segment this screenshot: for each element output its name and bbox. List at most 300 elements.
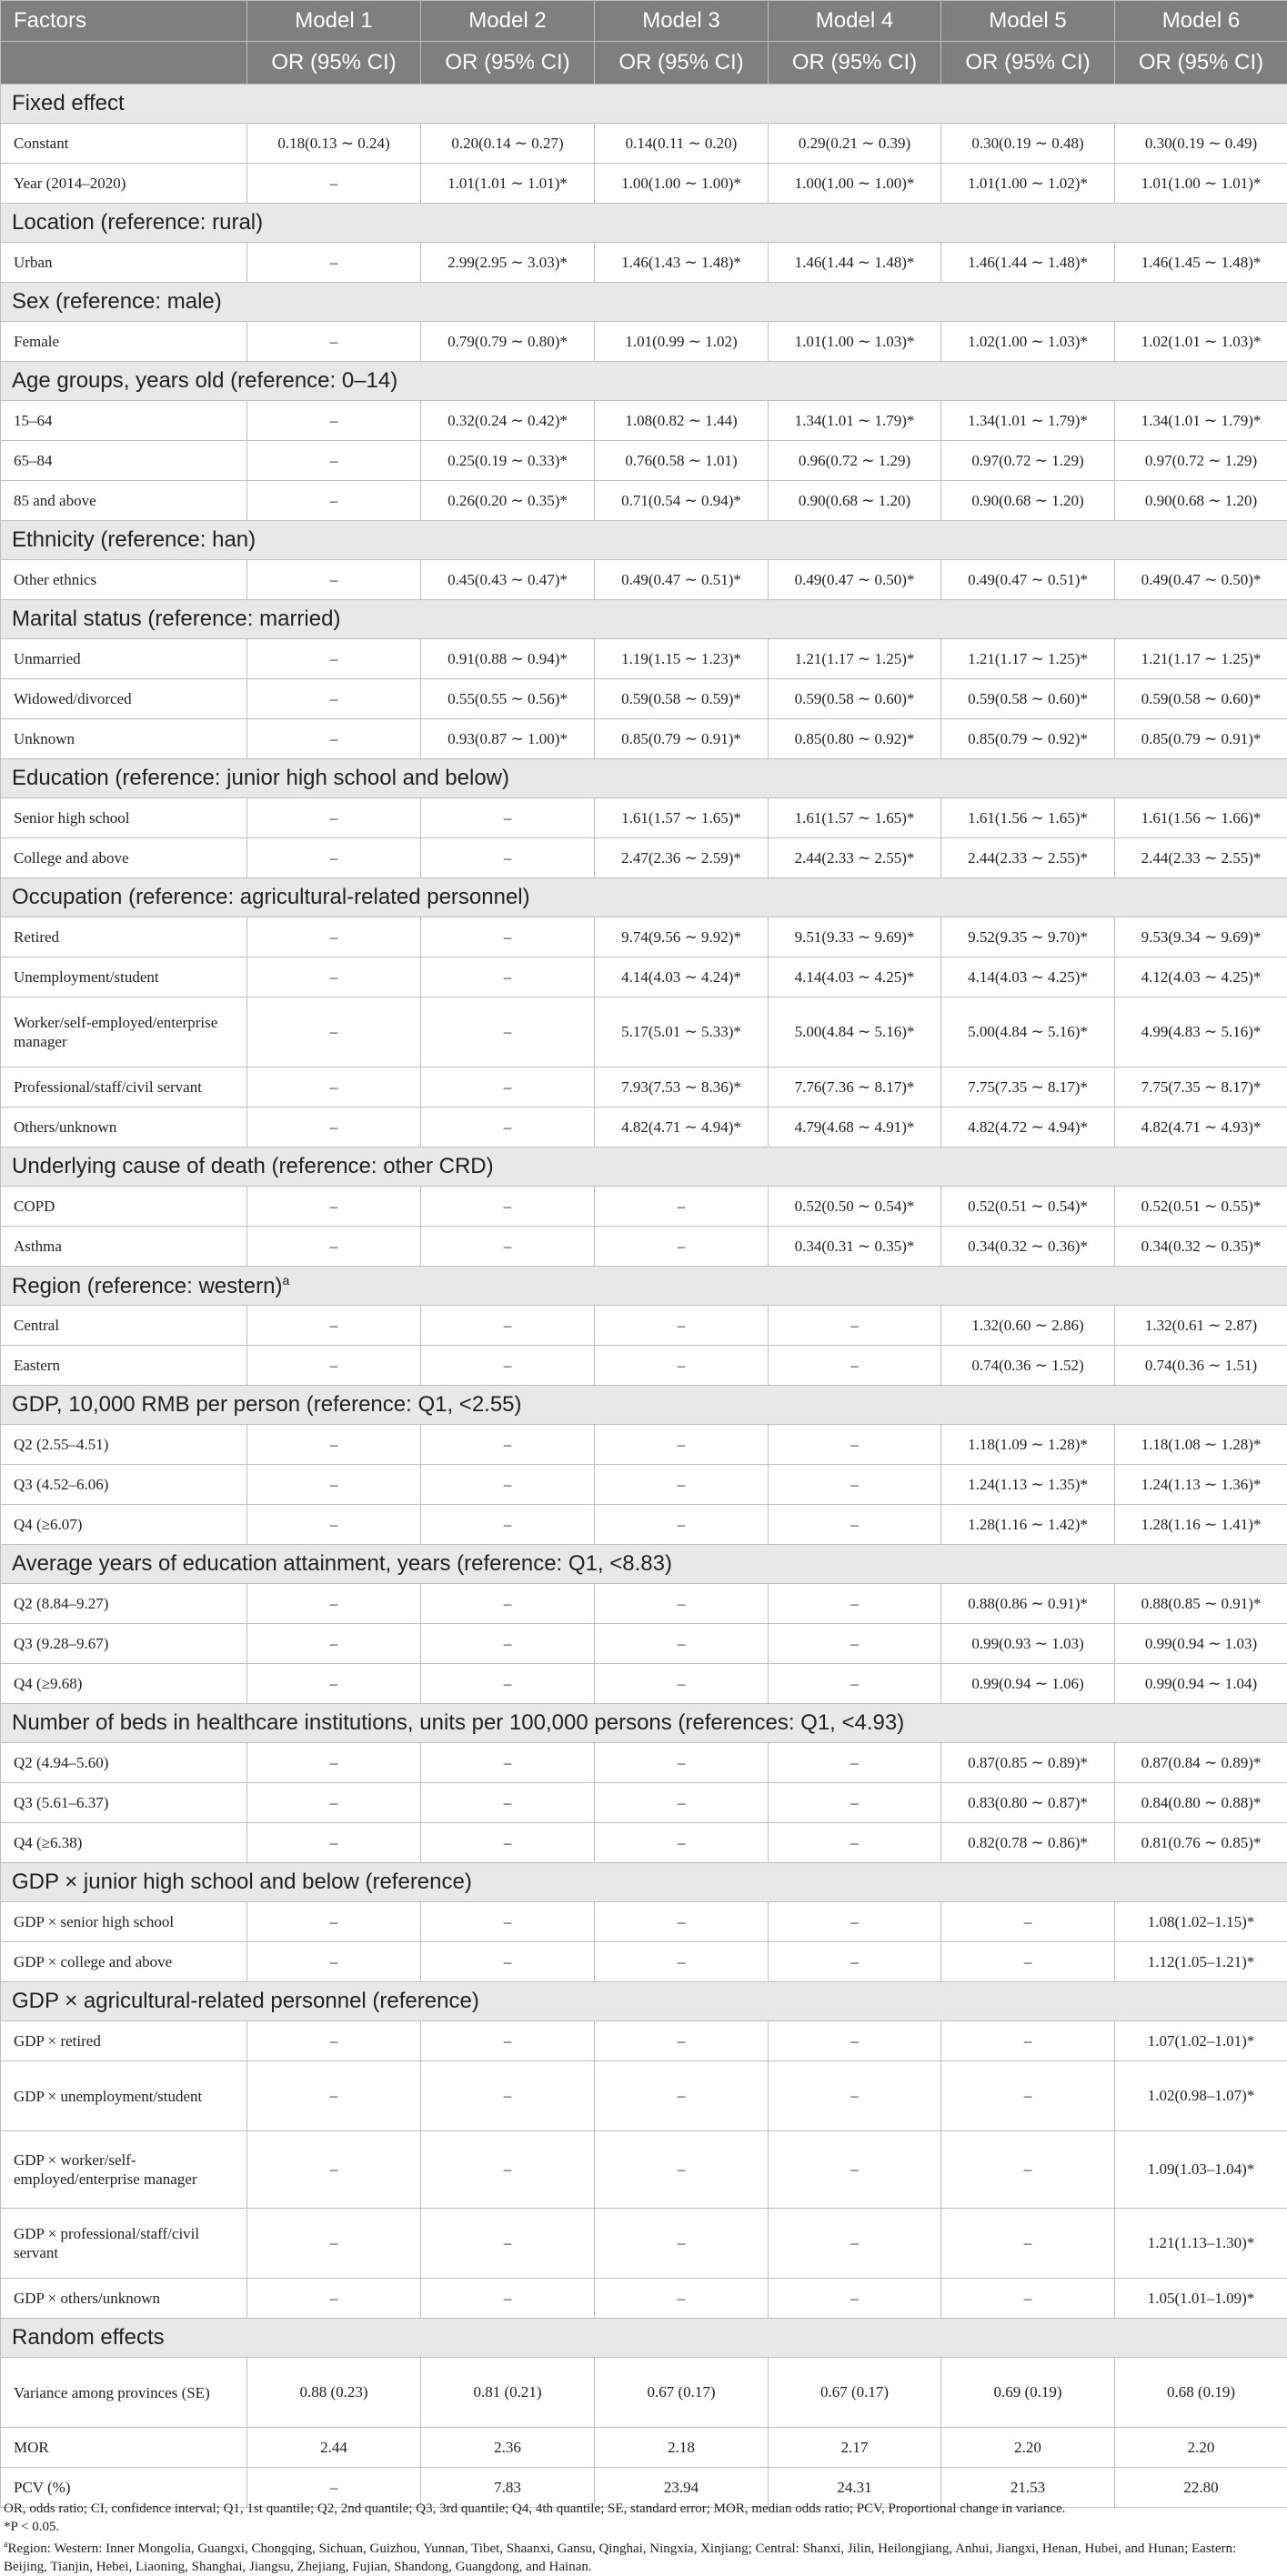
- model-4-cell: –: [769, 1624, 941, 1664]
- model-6-cell: 0.85(0.79 ∼ 0.91)*: [1115, 719, 1287, 759]
- model-1-cell: –: [247, 2279, 421, 2319]
- model-6-cell: 1.21(1.17 ∼ 1.25)*: [1115, 639, 1287, 679]
- table-row: [1, 2131, 1287, 2209]
- model-5-cell: –: [941, 2131, 1115, 2209]
- table-row: [1, 2428, 1287, 2468]
- model-6-cell: 1.32(0.61 ∼ 2.87): [1115, 1306, 1287, 1346]
- section-title-cell: [1, 759, 1287, 798]
- row-label: Female: [1, 322, 247, 362]
- model-5-cell: 4.14(4.03 ∼ 4.25)*: [941, 957, 1115, 997]
- model-5-cell: 1.24(1.13 ∼ 1.35)*: [941, 1465, 1115, 1505]
- section-title-cell: [1, 521, 1287, 560]
- table-row: [1, 1743, 1287, 1783]
- model-4-cell: 1.21(1.17 ∼ 1.25)*: [769, 639, 941, 679]
- table-body: [1, 85, 1287, 2508]
- section-header-row: [1, 1148, 1287, 1187]
- section-title-cell: [1, 1704, 1287, 1743]
- model-1-cell: –: [247, 441, 421, 481]
- model-2-cell: –: [421, 1067, 595, 1108]
- row-label: Q4 (≥9.68): [1, 1664, 247, 1704]
- row-label: Unemployment/student: [1, 957, 247, 997]
- significance-note: *P < 0.05.: [4, 2518, 1277, 2536]
- row-label: 85 and above: [1, 481, 247, 521]
- model-5-cell: –: [941, 2061, 1115, 2131]
- row-label: Q3 (4.52–6.06): [1, 1465, 247, 1505]
- factors-header-blank: [1, 42, 247, 85]
- table-row: [1, 838, 1287, 878]
- model-1-cell: –: [247, 1187, 421, 1227]
- section-title-cell: [1, 878, 1287, 917]
- model-2-cell: –: [421, 1108, 595, 1148]
- row-label: Eastern: [1, 1346, 247, 1386]
- model-2-cell: –: [421, 798, 595, 838]
- model-4-cell: 1.61(1.57 ∼ 1.65)*: [769, 798, 941, 838]
- model-2-cell: –: [421, 1425, 595, 1465]
- section-title: GDP × agricultural-related personnel (reference): [12, 1989, 479, 2013]
- model-4-cell: 9.51(9.33 ∼ 9.69)*: [769, 917, 941, 957]
- table-row: [1, 441, 1287, 481]
- model-2-cell: –: [421, 1902, 595, 1942]
- model-6-cell: 0.97(0.72 ∼ 1.29): [1115, 441, 1287, 481]
- row-label: Variance among provinces (SE): [1, 2358, 247, 2428]
- section-title-cell: [1, 1982, 1287, 2021]
- row-label: GDP × unemployment/student: [1, 2061, 247, 2131]
- model-2-cell: –: [421, 1664, 595, 1704]
- model-5-cell: 1.61(1.56 ∼ 1.65)*: [941, 798, 1115, 838]
- or-ci-header: OR (95% CI): [1115, 42, 1287, 85]
- model-6-cell: 0.87(0.84 ∼ 0.89)*: [1115, 1743, 1287, 1783]
- table-row: [1, 560, 1287, 600]
- table-row: [1, 1664, 1287, 1704]
- model-header: Model 4: [769, 1, 941, 42]
- model-2-cell: –: [421, 1624, 595, 1664]
- model-3-cell: 5.17(5.01 ∼ 5.33)*: [595, 997, 769, 1067]
- model-6-cell: 1.24(1.13 ∼ 1.36)*: [1115, 1465, 1287, 1505]
- model-5-cell: –: [941, 1942, 1115, 1982]
- row-label: Year (2014–2020): [1, 164, 247, 204]
- model-4-cell: –: [769, 1584, 941, 1624]
- model-2-cell: –: [421, 917, 595, 957]
- model-3-cell: –: [595, 2209, 769, 2279]
- table-row: [1, 1306, 1287, 1346]
- section-title: Sex (reference: male): [12, 289, 222, 314]
- model-6-cell: 2.20: [1115, 2428, 1287, 2468]
- section-header-row: [1, 1863, 1287, 1902]
- model-header: Model 1: [247, 1, 421, 42]
- row-label: COPD: [1, 1187, 247, 1227]
- table-row: [1, 1346, 1287, 1386]
- model-5-cell: 2.44(2.33 ∼ 2.55)*: [941, 838, 1115, 878]
- or-ci-header: OR (95% CI): [421, 42, 595, 85]
- model-6-cell: 1.18(1.08 ∼ 1.28)*: [1115, 1425, 1287, 1465]
- model-4-cell: 0.59(0.58 ∼ 0.60)*: [769, 679, 941, 719]
- model-5-cell: 0.69 (0.19): [941, 2358, 1115, 2428]
- model-3-cell: 1.00(1.00 ∼ 1.00)*: [595, 164, 769, 204]
- model-6-cell: 0.99(0.94 ∼ 1.03): [1115, 1624, 1287, 1664]
- model-6-cell: 22.80: [1115, 2468, 1287, 2508]
- section-header-row: [1, 521, 1287, 560]
- model-4-cell: 0.96(0.72 ∼ 1.29): [769, 441, 941, 481]
- model-2-cell: –: [421, 2209, 595, 2279]
- model-3-cell: –: [595, 2061, 769, 2131]
- model-4-cell: 0.90(0.68 ∼ 1.20): [769, 481, 941, 521]
- model-1-cell: –: [247, 2209, 421, 2279]
- model-4-cell: –: [769, 2061, 941, 2131]
- model-3-cell: –: [595, 1624, 769, 1664]
- model-6-cell: 0.88(0.85 ∼ 0.91)*: [1115, 1584, 1287, 1624]
- model-4-cell: 7.76(7.36 ∼ 8.17)*: [769, 1067, 941, 1108]
- table-row: [1, 719, 1287, 759]
- model-5-cell: 0.34(0.32 ∼ 0.36)*: [941, 1227, 1115, 1267]
- model-3-cell: –: [595, 1425, 769, 1465]
- row-label: GDP × college and above: [1, 1942, 247, 1982]
- model-1-cell: –: [247, 1306, 421, 1346]
- model-5-cell: 0.49(0.47 ∼ 0.51)*: [941, 560, 1115, 600]
- model-6-cell: 0.59(0.58 ∼ 0.60)*: [1115, 679, 1287, 719]
- model-5-cell: 1.18(1.09 ∼ 1.28)*: [941, 1425, 1115, 1465]
- model-6-cell: 1.07(1.02–1.01)*: [1115, 2021, 1287, 2061]
- row-label: Widowed/divorced: [1, 679, 247, 719]
- model-2-cell: 7.83: [421, 2468, 595, 2508]
- section-header-row: [1, 600, 1287, 639]
- table-row: [1, 679, 1287, 719]
- section-title-cell: [1, 204, 1287, 243]
- model-1-cell: –: [247, 1584, 421, 1624]
- model-5-cell: 1.34(1.01 ∼ 1.79)*: [941, 401, 1115, 441]
- table-row: [1, 1067, 1287, 1108]
- model-3-cell: –: [595, 1743, 769, 1783]
- model-3-cell: 1.46(1.43 ∼ 1.48)*: [595, 243, 769, 283]
- model-6-cell: 0.34(0.32 ∼ 0.35)*: [1115, 1227, 1287, 1267]
- section-title: GDP, 10,000 RMB per person (reference: Q1, <2.55): [12, 1392, 522, 1417]
- model-1-cell: –: [247, 639, 421, 679]
- model-4-cell: –: [769, 1465, 941, 1505]
- row-label: Others/unknown: [1, 1108, 247, 1148]
- model-1-cell: –: [247, 1823, 421, 1863]
- section-title-cell: [1, 283, 1287, 322]
- model-6-cell: 0.90(0.68 ∼ 1.20): [1115, 481, 1287, 521]
- section-title: Region (reference: western): [12, 1274, 282, 1298]
- model-3-cell: –: [595, 2279, 769, 2319]
- model-1-cell: –: [247, 560, 421, 600]
- model-3-cell: 1.19(1.15 ∼ 1.23)*: [595, 639, 769, 679]
- section-title: Fixed effect: [12, 91, 125, 115]
- model-5-cell: 0.52(0.51 ∼ 0.54)*: [941, 1187, 1115, 1227]
- model-2-cell: 0.79(0.79 ∼ 0.80)*: [421, 322, 595, 362]
- model-1-cell: –: [247, 798, 421, 838]
- section-title-cell: [1, 85, 1287, 124]
- section-header-row: [1, 1704, 1287, 1743]
- model-3-cell: 2.47(2.36 ∼ 2.59)*: [595, 838, 769, 878]
- model-1-cell: –: [247, 1743, 421, 1783]
- factors-header: Factors: [1, 1, 247, 42]
- model-2-cell: –: [421, 2061, 595, 2131]
- model-1-cell: –: [247, 2131, 421, 2209]
- model-6-cell: 7.75(7.35 ∼ 8.17)*: [1115, 1067, 1287, 1108]
- model-6-cell: 4.99(4.83 ∼ 5.16)*: [1115, 997, 1287, 1067]
- model-5-cell: 1.46(1.44 ∼ 1.48)*: [941, 243, 1115, 283]
- model-1-cell: –: [247, 481, 421, 521]
- model-5-cell: 0.85(0.79 ∼ 0.92)*: [941, 719, 1115, 759]
- model-6-cell: 1.01(1.00 ∼ 1.01)*: [1115, 164, 1287, 204]
- model-3-cell: 9.74(9.56 ∼ 9.92)*: [595, 917, 769, 957]
- model-3-cell: 7.93(7.53 ∼ 8.36)*: [595, 1067, 769, 1108]
- model-5-cell: 0.59(0.58 ∼ 0.60)*: [941, 679, 1115, 719]
- table-row: [1, 1505, 1287, 1545]
- model-3-cell: 0.49(0.47 ∼ 0.51)*: [595, 560, 769, 600]
- model-3-cell: –: [595, 1783, 769, 1823]
- model-6-cell: 1.28(1.16 ∼ 1.41)*: [1115, 1505, 1287, 1545]
- model-4-cell: –: [769, 1664, 941, 1704]
- model-6-cell: 0.84(0.80 ∼ 0.88)*: [1115, 1783, 1287, 1823]
- model-1-cell: –: [247, 164, 421, 204]
- model-5-cell: 1.28(1.16 ∼ 1.42)*: [941, 1505, 1115, 1545]
- model-3-cell: 0.71(0.54 ∼ 0.94)*: [595, 481, 769, 521]
- row-label: College and above: [1, 838, 247, 878]
- model-2-cell: –: [421, 957, 595, 997]
- model-2-cell: 0.81 (0.21): [421, 2358, 595, 2428]
- model-1-cell: 2.44: [247, 2428, 421, 2468]
- model-5-cell: 0.30(0.19 ∼ 0.48): [941, 124, 1115, 164]
- model-1-cell: –: [247, 917, 421, 957]
- model-2-cell: –: [421, 2279, 595, 2319]
- model-3-cell: –: [595, 1584, 769, 1624]
- section-title-cell: [1, 1148, 1287, 1187]
- table-row: [1, 1227, 1287, 1267]
- table-row: [1, 1425, 1287, 1465]
- model-6-cell: 1.09(1.03–1.04)*: [1115, 2131, 1287, 2209]
- model-2-cell: –: [421, 1743, 595, 1783]
- model-2-cell: 0.55(0.55 ∼ 0.56)*: [421, 679, 595, 719]
- header-row-models: [1, 1, 1287, 42]
- model-2-cell: –: [421, 997, 595, 1067]
- model-4-cell: 4.14(4.03 ∼ 4.25)*: [769, 957, 941, 997]
- model-6-cell: 1.34(1.01 ∼ 1.79)*: [1115, 401, 1287, 441]
- model-2-cell: –: [421, 1783, 595, 1823]
- model-4-cell: 1.34(1.01 ∼ 1.79)*: [769, 401, 941, 441]
- section-header-row: [1, 1545, 1287, 1584]
- model-5-cell: 0.87(0.85 ∼ 0.89)*: [941, 1743, 1115, 1783]
- model-2-cell: 0.32(0.24 ∼ 0.42)*: [421, 401, 595, 441]
- model-6-cell: 0.68 (0.19): [1115, 2358, 1287, 2428]
- model-3-cell: –: [595, 1823, 769, 1863]
- model-3-cell: 1.08(0.82 ∼ 1.44): [595, 401, 769, 441]
- model-4-cell: 0.49(0.47 ∼ 0.50)*: [769, 560, 941, 600]
- model-3-cell: 0.59(0.58 ∼ 0.59)*: [595, 679, 769, 719]
- model-1-cell: –: [247, 1346, 421, 1386]
- model-5-cell: 0.99(0.94 ∼ 1.06): [941, 1664, 1115, 1704]
- model-4-cell: 5.00(4.84 ∼ 5.16)*: [769, 997, 941, 1067]
- model-header: Model 6: [1115, 1, 1287, 42]
- model-5-cell: 1.01(1.00 ∼ 1.02)*: [941, 164, 1115, 204]
- model-1-cell: –: [247, 957, 421, 997]
- row-label: Urban: [1, 243, 247, 283]
- model-2-cell: 2.36: [421, 2428, 595, 2468]
- model-6-cell: 1.61(1.56 ∼ 1.66)*: [1115, 798, 1287, 838]
- model-6-cell: 1.02(1.01 ∼ 1.03)*: [1115, 322, 1287, 362]
- model-4-cell: –: [769, 2131, 941, 2209]
- row-label: Worker/self-employed/enterprise manager: [1, 997, 247, 1067]
- section-title: GDP × junior high school and below (reference): [12, 1869, 472, 1894]
- model-3-cell: 0.14(0.11 ∼ 0.20): [595, 124, 769, 164]
- table-row: [1, 2358, 1287, 2428]
- section-header-row: [1, 1267, 1287, 1306]
- model-1-cell: –: [247, 1425, 421, 1465]
- table-row: [1, 1783, 1287, 1823]
- section-header-row: [1, 204, 1287, 243]
- row-label: GDP × senior high school: [1, 1902, 247, 1942]
- model-3-cell: –: [595, 1664, 769, 1704]
- row-label: Q2 (8.84–9.27): [1, 1584, 247, 1624]
- row-label: Q4 (≥6.07): [1, 1505, 247, 1545]
- section-title: Occupation (reference: agricultural-related personnel): [12, 885, 530, 909]
- model-3-cell: 23.94: [595, 2468, 769, 2508]
- model-4-cell: –: [769, 1902, 941, 1942]
- model-5-cell: 4.82(4.72 ∼ 4.94)*: [941, 1108, 1115, 1148]
- table-row: [1, 957, 1287, 997]
- row-label: Q4 (≥6.38): [1, 1823, 247, 1863]
- row-label: Senior high school: [1, 798, 247, 838]
- model-5-cell: 1.32(0.60 ∼ 2.86): [941, 1306, 1115, 1346]
- section-header-row: [1, 759, 1287, 798]
- model-4-cell: 24.31: [769, 2468, 941, 2508]
- table-row: [1, 997, 1287, 1067]
- table-row: [1, 1187, 1287, 1227]
- or-ci-header: OR (95% CI): [595, 42, 769, 85]
- model-1-cell: –: [247, 2061, 421, 2131]
- section-title-cell: [1, 1545, 1287, 1584]
- model-3-cell: 4.82(4.71 ∼ 4.94)*: [595, 1108, 769, 1148]
- row-label: 15–64: [1, 401, 247, 441]
- model-4-cell: –: [769, 1425, 941, 1465]
- model-3-cell: –: [595, 1346, 769, 1386]
- model-3-cell: –: [595, 1942, 769, 1982]
- table-row: [1, 1942, 1287, 1982]
- model-3-cell: 0.76(0.58 ∼ 1.01): [595, 441, 769, 481]
- row-label: PCV (%): [1, 2468, 247, 2508]
- table-row: [1, 2021, 1287, 2061]
- section-header-row: [1, 2319, 1287, 2358]
- model-5-cell: –: [941, 1902, 1115, 1942]
- model-5-cell: 9.52(9.35 ∼ 9.70)*: [941, 917, 1115, 957]
- section-title: Education (reference: junior high school and below): [12, 766, 509, 790]
- table-row: [1, 1624, 1287, 1664]
- model-4-cell: –: [769, 2279, 941, 2319]
- table-footnotes: [0, 2500, 1277, 2576]
- row-label: Q3 (9.28–9.67): [1, 1624, 247, 1664]
- model-6-cell: 4.12(4.03 ∼ 4.25)*: [1115, 957, 1287, 997]
- model-3-cell: –: [595, 2021, 769, 2061]
- model-1-cell: –: [247, 2021, 421, 2061]
- model-1-cell: –: [247, 1624, 421, 1664]
- row-label: Unknown: [1, 719, 247, 759]
- model-3-cell: –: [595, 1306, 769, 1346]
- section-title-cell: [1, 2319, 1287, 2358]
- model-3-cell: 0.67 (0.17): [595, 2358, 769, 2428]
- model-4-cell: 1.46(1.44 ∼ 1.48)*: [769, 243, 941, 283]
- table-row: [1, 481, 1287, 521]
- model-5-cell: 0.97(0.72 ∼ 1.29): [941, 441, 1115, 481]
- model-1-cell: 0.18(0.13 ∼ 0.24): [247, 124, 421, 164]
- model-5-cell: 0.83(0.80 ∼ 0.87)*: [941, 1783, 1115, 1823]
- row-label: Central: [1, 1306, 247, 1346]
- model-3-cell: –: [595, 1505, 769, 1545]
- model-5-cell: 7.75(7.35 ∼ 8.17)*: [941, 1067, 1115, 1108]
- row-label: Asthma: [1, 1227, 247, 1267]
- model-2-cell: –: [421, 1187, 595, 1227]
- model-2-cell: 0.26(0.20 ∼ 0.35)*: [421, 481, 595, 521]
- model-3-cell: –: [595, 1902, 769, 1942]
- model-6-cell: 0.99(0.94 ∼ 1.04): [1115, 1664, 1287, 1704]
- model-6-cell: 1.05(1.01–1.09)*: [1115, 2279, 1287, 2319]
- section-title: Age groups, years old (reference: 0–14): [12, 368, 397, 393]
- section-title-cell: [1, 1863, 1287, 1902]
- model-header: Model 5: [941, 1, 1115, 42]
- model-4-cell: 4.79(4.68 ∼ 4.91)*: [769, 1108, 941, 1148]
- model-2-cell: –: [421, 2021, 595, 2061]
- model-4-cell: –: [769, 1783, 941, 1823]
- region-note-marker: a: [4, 2540, 7, 2550]
- model-header: Model 3: [595, 1, 769, 42]
- model-2-cell: 0.91(0.88 ∼ 0.94)*: [421, 639, 595, 679]
- model-6-cell: 1.12(1.05–1.21)*: [1115, 1942, 1287, 1982]
- model-6-cell: 4.82(4.71 ∼ 4.93)*: [1115, 1108, 1287, 1148]
- model-6-cell: 1.08(1.02–1.15)*: [1115, 1902, 1287, 1942]
- row-label: GDP × retired: [1, 2021, 247, 2061]
- model-4-cell: –: [769, 1306, 941, 1346]
- row-label: Q2 (4.94–5.60): [1, 1743, 247, 1783]
- table-row: [1, 124, 1287, 164]
- table-row: [1, 639, 1287, 679]
- model-4-cell: 0.29(0.21 ∼ 0.39): [769, 124, 941, 164]
- model-2-cell: 0.25(0.19 ∼ 0.33)*: [421, 441, 595, 481]
- table-row: [1, 1465, 1287, 1505]
- model-3-cell: –: [595, 2131, 769, 2209]
- section-header-row: [1, 1386, 1287, 1425]
- row-label: Other ethnics: [1, 560, 247, 600]
- model-3-cell: –: [595, 1465, 769, 1505]
- model-1-cell: –: [247, 322, 421, 362]
- model-header: Model 2: [421, 1, 595, 42]
- model-2-cell: –: [421, 1584, 595, 1624]
- row-label: GDP × professional/staff/civil servant: [1, 2209, 247, 2279]
- model-6-cell: 1.02(0.98–1.07)*: [1115, 2061, 1287, 2131]
- section-header-row: [1, 878, 1287, 917]
- model-2-cell: 0.45(0.43 ∼ 0.47)*: [421, 560, 595, 600]
- model-1-cell: –: [247, 401, 421, 441]
- header-row-or: [1, 42, 1287, 85]
- model-1-cell: –: [247, 1505, 421, 1545]
- row-label: Constant: [1, 124, 247, 164]
- model-4-cell: 0.52(0.50 ∼ 0.54)*: [769, 1187, 941, 1227]
- model-2-cell: –: [421, 1942, 595, 1982]
- model-1-cell: –: [247, 1664, 421, 1704]
- model-5-cell: 0.88(0.86 ∼ 0.91)*: [941, 1584, 1115, 1624]
- section-title: Number of beds in healthcare institutions, units per 100,000 persons (references: Q1, <4.93): [12, 1710, 904, 1735]
- row-label: MOR: [1, 2428, 247, 2468]
- table-row: [1, 1823, 1287, 1863]
- model-1-cell: –: [247, 679, 421, 719]
- table-row: [1, 164, 1287, 204]
- model-5-cell: –: [941, 2209, 1115, 2279]
- model-4-cell: –: [769, 1823, 941, 1863]
- section-title-cell: [1, 362, 1287, 401]
- row-label: Retired: [1, 917, 247, 957]
- model-2-cell: –: [421, 1306, 595, 1346]
- table-row: [1, 917, 1287, 957]
- model-4-cell: 0.34(0.31 ∼ 0.35)*: [769, 1227, 941, 1267]
- model-3-cell: –: [595, 1187, 769, 1227]
